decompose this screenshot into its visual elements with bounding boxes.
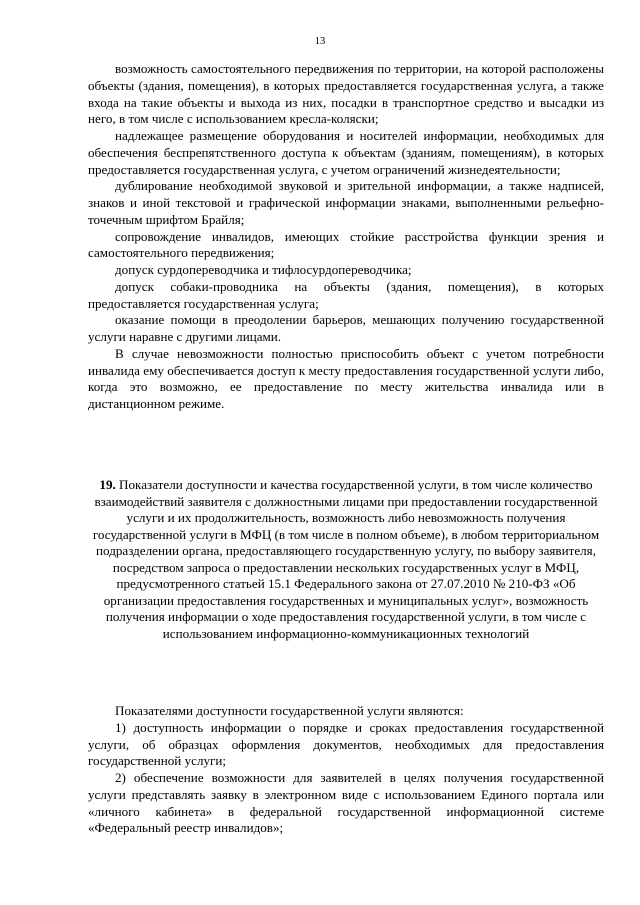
page-number: 13 (314, 36, 326, 47)
paragraph: допуск сурдопереводчика и тифлосурдопереводчика; (115, 262, 412, 277)
paragraph: оказание помощи в преодолении барьеров, мешающих получению государственной услуги наравне с другими лицами. (88, 312, 604, 344)
paragraph: 2) обеспечение возможности для заявителей в целях получения государственной услуги представлять заявку в электронном виде с использованием Единого портала или «личного кабинета» в федеральной государственной информационной системе «Федеральный реестр инвалидов»; (88, 770, 604, 836)
section-heading-text: Показатели доступности и качества государственной услуги, в том числе количество взаимодействий заявителя с должностными лицами при предоставлении государственной услуги и их продолжительность, возможность либо невозможность получения государственной услуги в МФЦ (в том числе в полном объеме), в любом территориальном подразделении органа, предоставляющего государственную услугу, по выбору заявителя, посредством запроса о предоставлении нескольких государственных услуг в МФЦ, предусмотренного статьей 15.1 Федерального закона от 27.07.2010 № 210-ФЗ «Об организации предоставления государственных и муниципальных услуг», возможность получения информации о ходе предоставления государственной услуги, в том числе с использованием информационно-коммуникационных технологий (92, 477, 600, 641)
paragraph: сопровождение инвалидов, имеющих стойкие расстройства функции зрения и самостоятельного передвижения; (88, 228, 604, 261)
paragraph: В случае невозможности полностью приспособить объект с учетом потребности инвалида ему обеспечивается доступ к месту предоставления государственной услуги либо, когда это возможно, ее предоставление по месту жительства инвалида или в дистанционном режиме. (88, 345, 604, 411)
accessibility-conditions-list (88, 61, 604, 413)
section-number: 19. (99, 477, 116, 492)
paragraph: допуск собаки-проводника на объекты (здания, помещения), в которых предоставляется государственная услуга; (88, 278, 604, 311)
accessibility-indicators-list (88, 703, 604, 837)
paragraph: возможность самостоятельного передвижения по территории, на которой расположены объекты (здания, помещения), в которых предоставляется государственная услуга, а также входа на такие объекты и выхода из них, посадки в транспортное средство и высадки из него, в том числе с использованием кресла-коляски; (88, 61, 604, 127)
paragraph: надлежащее размещение оборудования и носителей информации, необходимых для обеспечения беспрепятственного доступа к объектам (зданиям, помещениям), в которых предоставляется государственная услуга, с учетом ограничений жизнедеятельности; (88, 128, 604, 177)
section-heading (88, 477, 604, 642)
paragraph: дублирование необходимой звуковой и зрительной информации, а также надписей, знаков и иной текстовой и графической информации знаками, выполненными рельефно-точечным шрифтом Брайля; (88, 178, 604, 227)
paragraph: 1) доступность информации о порядке и сроках предоставления государственной услуги, об образцах оформления документов, необходимых для предоставления государственной услуги; (88, 719, 604, 769)
paragraph: Показателями доступности государственной услуги являются: (115, 703, 464, 718)
